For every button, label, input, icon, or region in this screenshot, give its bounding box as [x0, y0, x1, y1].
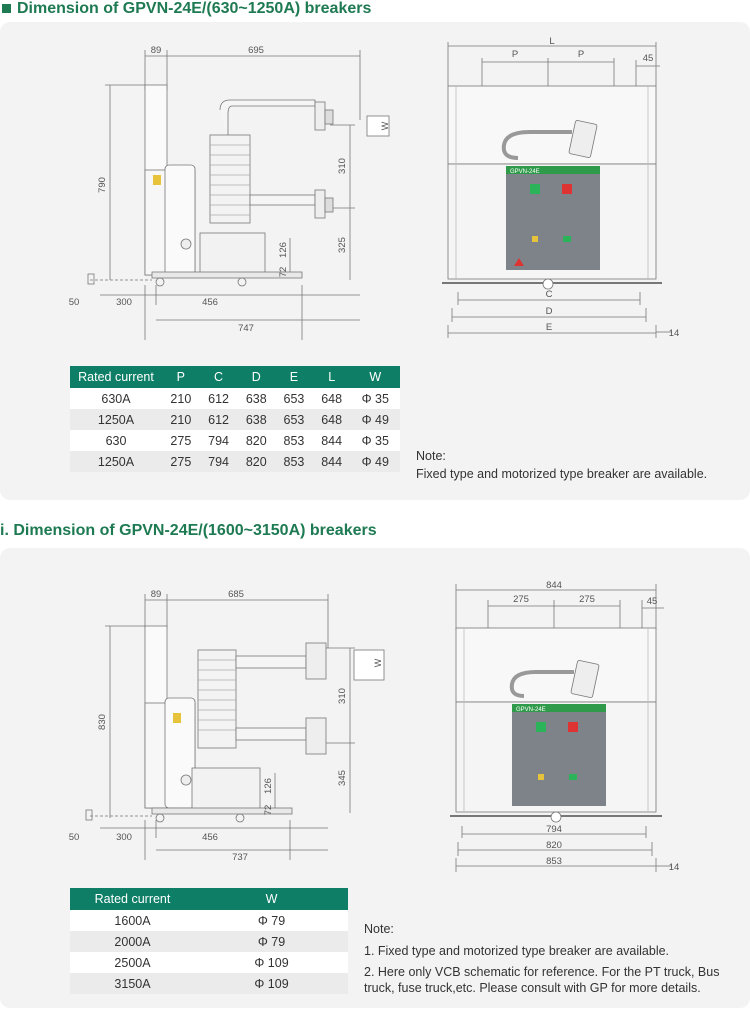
bullet-square-icon	[2, 4, 11, 13]
section-title-text: Dimension of GPVN-24E/(630~1250A) breakers	[17, 0, 372, 17]
table-row	[70, 388, 400, 409]
table-cell: 1250A	[70, 409, 162, 430]
dim-747: 747	[238, 323, 254, 334]
table-row	[70, 451, 400, 472]
table-header: W	[351, 366, 400, 388]
spec-table-2	[70, 888, 348, 994]
note-2	[364, 920, 748, 996]
section-title-1	[0, 0, 371, 18]
table-cell: 630A	[70, 388, 162, 409]
table-cell: Φ 49	[351, 451, 400, 472]
table-cell: 612	[200, 388, 238, 409]
note-title: Note:	[416, 449, 446, 463]
dim-325: 325	[337, 237, 348, 253]
dim-72: 72	[263, 804, 274, 816]
dim-126: 126	[278, 242, 289, 258]
dim-300: 300	[116, 297, 132, 308]
table-cell: 1600A	[70, 910, 195, 931]
dim-l: L	[549, 36, 555, 47]
panel-label: GPVN-24E	[510, 169, 540, 175]
note-1	[416, 447, 707, 483]
off-button-icon	[568, 722, 578, 732]
dim-14: 14	[668, 862, 680, 873]
section-title-text: i. Dimension of GPVN-24E/(1600~3150A) breakers	[0, 522, 377, 539]
dim-89: 89	[150, 589, 162, 600]
table-row	[70, 910, 348, 931]
status-indicator-icon	[563, 236, 571, 242]
table-cell: Φ 35	[351, 430, 400, 451]
dim-72: 72	[278, 266, 289, 278]
dim-456: 456	[202, 832, 218, 843]
table-cell: Φ 79	[195, 910, 348, 931]
dim-w: W	[380, 121, 390, 131]
table-cell: 844	[313, 451, 351, 472]
dim-345: 345	[337, 770, 348, 786]
dim-p2: P	[577, 49, 585, 60]
table-cell: 2500A	[70, 952, 195, 973]
dim-310: 310	[337, 688, 348, 704]
dim-830: 830	[97, 714, 108, 730]
dim-p1: P	[511, 49, 519, 60]
dim-c: C	[545, 289, 553, 300]
dim-456: 456	[202, 297, 218, 308]
table-header: D	[237, 366, 275, 388]
table-cell: Φ 79	[195, 931, 348, 952]
front-view-drawing-2	[440, 580, 690, 880]
dim-685: 685	[228, 589, 244, 600]
table-cell: 648	[313, 409, 351, 430]
dim-45: 45	[646, 596, 658, 607]
dim-14: 14	[668, 328, 680, 339]
side-view-drawing-1	[60, 40, 390, 340]
table-cell: 820	[237, 451, 275, 472]
table-header: Rated current	[70, 366, 162, 388]
on-button-icon	[530, 184, 540, 194]
dim-300: 300	[116, 832, 132, 843]
indicator-icon	[532, 236, 538, 242]
table-cell: 844	[313, 430, 351, 451]
table-header-row	[70, 366, 400, 388]
section-title-2	[0, 522, 377, 540]
table-cell: 853	[275, 430, 313, 451]
table-cell: 820	[237, 430, 275, 451]
table-cell: 794	[200, 451, 238, 472]
note-line: Fixed type and motorized type breaker are available.	[416, 467, 708, 481]
dim-d: D	[545, 306, 553, 317]
status-indicator-icon	[569, 774, 577, 780]
table-cell: Φ 109	[195, 973, 348, 994]
table-row	[70, 430, 400, 451]
table-cell: 3150A	[70, 973, 195, 994]
table-cell: 648	[313, 388, 351, 409]
table-cell: 275	[162, 430, 200, 451]
side-view-drawing-2	[60, 588, 390, 868]
table-cell: 630	[70, 430, 162, 451]
dim-45: 45	[642, 53, 654, 64]
on-button-icon	[536, 722, 546, 732]
off-button-icon	[562, 184, 572, 194]
note-line: 1. Fixed type and motorized type breaker are available.	[364, 944, 670, 958]
table-header: P	[162, 366, 200, 388]
table-cell: 210	[162, 388, 200, 409]
warning-label-icon	[153, 175, 161, 185]
dim-853: 853	[546, 856, 562, 867]
dim-w: W	[373, 658, 383, 668]
table-cell: 210	[162, 409, 200, 430]
dim-275-left: 275	[513, 594, 529, 605]
table-cell: 2000A	[70, 931, 195, 952]
front-view-drawing-1	[440, 36, 690, 340]
dim-737: 737	[232, 852, 248, 863]
table-header: L	[313, 366, 351, 388]
warning-label-icon	[173, 713, 181, 723]
table-cell: Φ 35	[351, 388, 400, 409]
dim-50: 50	[68, 297, 80, 308]
table-cell: 853	[275, 451, 313, 472]
table-cell: 653	[275, 409, 313, 430]
table-cell: Φ 49	[351, 409, 400, 430]
dim-820: 820	[546, 840, 562, 851]
table-header: Rated current	[70, 888, 195, 910]
dim-310: 310	[337, 158, 348, 174]
table-row	[70, 952, 348, 973]
note-line: 2. Here only VCB schematic for reference. For the PT truck, Bus truck, fuse truck,etc. Please consult with GP for more details.	[364, 965, 720, 995]
dim-275-right: 275	[579, 594, 595, 605]
dim-50: 50	[68, 832, 80, 843]
panel-label: GPVN-24E	[516, 707, 546, 713]
table-header: C	[200, 366, 238, 388]
table-cell: 638	[237, 409, 275, 430]
table-cell: 275	[162, 451, 200, 472]
dim-695: 695	[248, 45, 264, 56]
table-cell: 638	[237, 388, 275, 409]
table-cell: 1250A	[70, 451, 162, 472]
dim-89: 89	[150, 45, 162, 56]
table-header: E	[275, 366, 313, 388]
table-header-row	[70, 888, 348, 910]
dim-e: E	[545, 322, 553, 333]
table-cell: Φ 109	[195, 952, 348, 973]
dim-790: 790	[97, 177, 108, 193]
table-row	[70, 973, 348, 994]
dim-794: 794	[546, 824, 562, 835]
table-header: W	[195, 888, 348, 910]
spec-table-1	[70, 366, 400, 472]
table-row	[70, 931, 348, 952]
table-cell: 612	[200, 409, 238, 430]
dim-126: 126	[263, 778, 274, 794]
table-cell: 653	[275, 388, 313, 409]
note-title: Note:	[364, 922, 394, 936]
table-row	[70, 409, 400, 430]
dim-844: 844	[546, 580, 562, 591]
table-cell: 794	[200, 430, 238, 451]
indicator-icon	[538, 774, 544, 780]
